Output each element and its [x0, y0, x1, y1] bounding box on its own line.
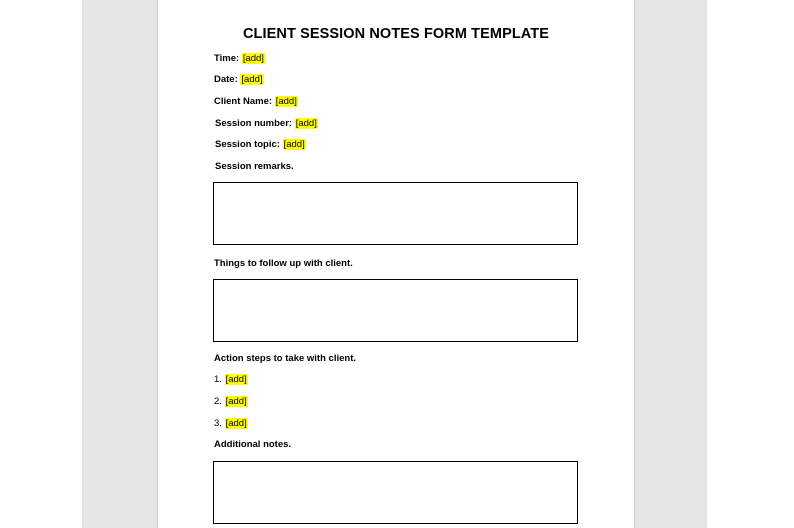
- field-client-name-label: Client Name:: [214, 96, 273, 107]
- field-session-number: [215, 118, 318, 129]
- field-session-number-label: Session number:: [215, 118, 293, 129]
- action-step-1-number: 1.: [214, 374, 222, 385]
- action-step-3-number: 3.: [214, 418, 222, 429]
- field-session-topic: [215, 139, 306, 150]
- action-step-3-value[interactable]: [add]: [225, 418, 247, 429]
- action-step-2-number: 2.: [214, 396, 222, 407]
- field-session-topic-value[interactable]: [add]: [283, 139, 305, 150]
- action-steps-label: Action steps to take with client.: [214, 353, 356, 364]
- action-step-1-value[interactable]: [add]: [225, 374, 247, 385]
- field-date-label: Date:: [214, 74, 238, 85]
- field-client-name-value[interactable]: [add]: [275, 96, 297, 107]
- document-page: [158, 0, 634, 528]
- field-session-topic-label: Session topic:: [215, 139, 280, 150]
- additional-notes-label: Additional notes.: [214, 439, 292, 450]
- field-time-value[interactable]: [add]: [242, 53, 264, 64]
- action-step-2: [214, 396, 248, 407]
- field-date-value[interactable]: [add]: [241, 74, 263, 85]
- field-date: [214, 74, 264, 85]
- session-remarks-label: Session remarks.: [215, 161, 294, 172]
- action-step-1: [214, 374, 248, 385]
- follow-up-label: Things to follow up with client.: [214, 258, 353, 269]
- action-step-2-value[interactable]: [add]: [225, 396, 247, 407]
- field-time: [214, 53, 265, 64]
- action-step-3: [214, 418, 248, 429]
- field-time-label: Time:: [214, 53, 240, 64]
- field-client-name: [214, 96, 298, 107]
- session-remarks-box[interactable]: [213, 182, 578, 245]
- field-session-number-value[interactable]: [add]: [295, 118, 317, 129]
- page-title: CLIENT SESSION NOTES FORM TEMPLATE: [242, 26, 550, 42]
- follow-up-box[interactable]: [213, 279, 578, 342]
- additional-notes-box[interactable]: [213, 461, 578, 524]
